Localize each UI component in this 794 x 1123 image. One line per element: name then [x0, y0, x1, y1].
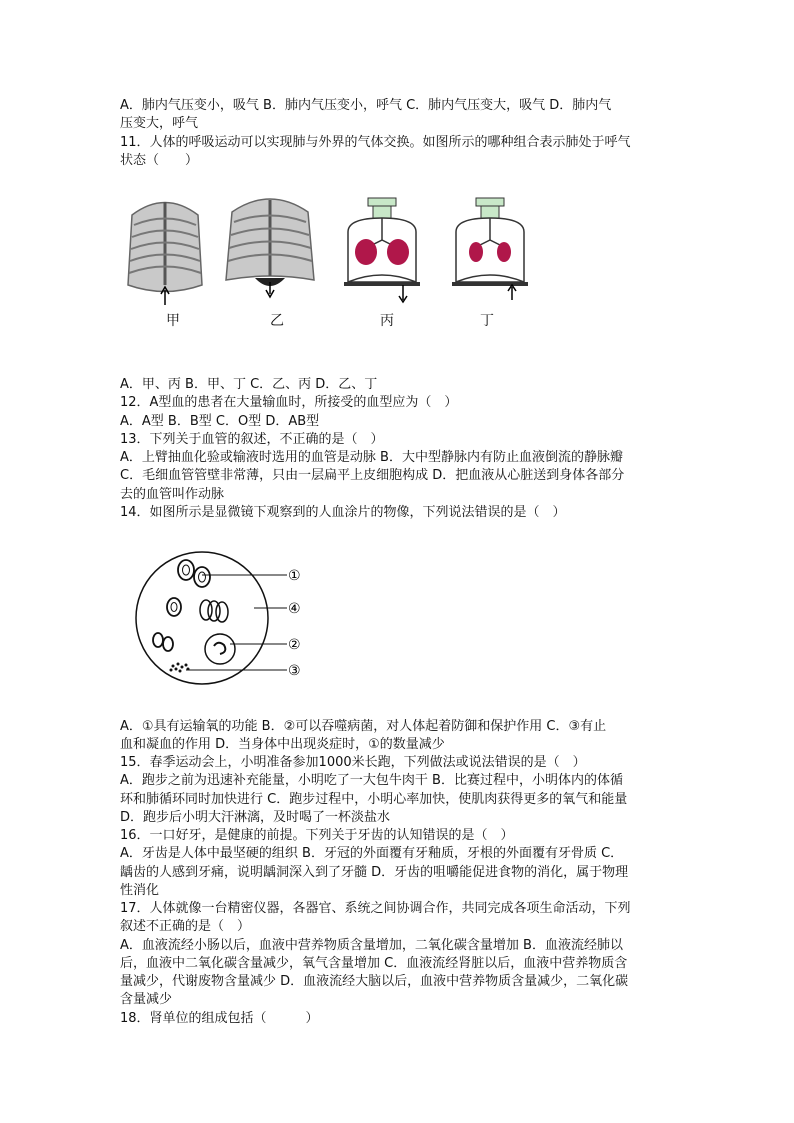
- text-line: A．上臂抽血化验或输液时选用的血管是动脉 B．大中型静脉内有防止血液倒流的静脉瓣: [120, 450, 623, 465]
- text-line: 状态（ ）: [120, 153, 199, 168]
- cell-label-1: ①: [288, 568, 301, 584]
- q11-options: A．甲、丙 B．甲、丁 C．乙、丙 D．乙、丁: [120, 377, 378, 392]
- text-line: 压变大，呼气: [120, 116, 199, 131]
- ribcage-yi: [226, 199, 314, 297]
- text-line: 叙述不正确的是（ ）: [120, 919, 251, 934]
- breathing-figure: [120, 190, 540, 310]
- question-15: 15．春季运动会上，小明准备参加1000米长跑，下列做法或说法错误的是（ ）: [120, 755, 586, 770]
- text-line: 去的血管叫作动脉: [120, 487, 225, 502]
- question-13: 13．下列关于血管的叙述，不正确的是（ ）: [120, 432, 384, 447]
- label-bing: 丙: [380, 313, 394, 329]
- question-12: 12．A型血的患者在大量输血时，所接受的血型应为（ ）: [120, 395, 458, 410]
- label-ding: 丁: [480, 313, 494, 329]
- text-line: 龋齿的人感到牙痛，说明龋洞深入到了牙髓 D．牙齿的咀嚼能促进食物的消化，属于物理: [120, 865, 629, 880]
- question-17: 17．人体就像一台精密仪器，各器官、系统之间协调合作，共同完成各项生命活动，下列: [120, 901, 631, 916]
- text-line: D．跑步后小明大汗淋漓，及时喝了一杯淡盐水: [120, 810, 391, 825]
- text-line: 性消化: [120, 883, 160, 898]
- question-18: 18．肾单位的组成包括（ ）: [120, 1011, 319, 1026]
- text-line: A．血液流经小肠以后，血液中营养物质含量增加，二氧化碳含量增加 B．血液流经肺以: [120, 938, 623, 953]
- text-line: 环和肺循环同时加快进行 C．跑步过程中，小明心率加快，使肌肉获得更多的氧气和能量: [120, 792, 628, 807]
- blood-smear-figure: [130, 540, 330, 700]
- cell-label-2: ②: [288, 637, 301, 653]
- text-line: A．肺内气压变小，吸气 B．肺内气压变小，呼气 C．肺内气压变大，吸气 D．肺内气: [120, 98, 612, 113]
- text-line: A．跑步之前为迅速补充能量，小明吃了一大包牛肉干 B．比赛过程中，小明体内的体循: [120, 773, 623, 788]
- text-line: 含量减少: [120, 992, 173, 1007]
- bell-jar-ding: [452, 198, 528, 300]
- label-yi: 乙: [270, 313, 284, 329]
- text-line: 量减少，代谢废物含量减少 D．血液流经大脑以后，血液中营养物质含量减少，二氧化碳: [120, 974, 629, 989]
- cell-label-3: ③: [288, 663, 301, 679]
- question-14: 14．如图所示是显微镜下观察到的人血涂片的物像，下列说法错误的是（ ）: [120, 505, 566, 520]
- text-line: 血和凝血的作用 D．当身体中出现炎症时，①的数量减少: [120, 737, 445, 752]
- text-line: C．毛细血管管壁非常薄，只由一层扁平上皮细胞构成 D．把血液从心脏送到身体各部分: [120, 468, 625, 483]
- bell-jar-bing: [344, 198, 420, 302]
- text-line: 后，血液中二氧化碳含量减少，氧气含量增加 C．血液流经肾脏以后，血液中营养物质含: [120, 956, 628, 971]
- cell-label-4: ④: [288, 601, 301, 617]
- text-line: A．牙齿是人体中最坚硬的组织 B．牙冠的外面覆有牙釉质，牙根的外面覆有牙骨质 C．: [120, 846, 624, 861]
- q14-options: A．①具有运输氧的功能 B．②可以吞噬病菌，对人体起着防御和保护作用 C．③有止: [120, 719, 607, 734]
- label-jia: 甲: [166, 313, 180, 329]
- question-11: 11．人体的呼吸运动可以实现肺与外界的气体交换。如图所示的哪种组合表示肺处于呼气: [120, 135, 631, 150]
- question-16: 16．一口好牙，是健康的前提。下列关于牙齿的认知错误的是（ ）: [120, 828, 514, 843]
- q12-options: A．A型 B．B型 C．O型 D．AB型: [120, 414, 320, 429]
- ribcage-jia: [128, 202, 202, 305]
